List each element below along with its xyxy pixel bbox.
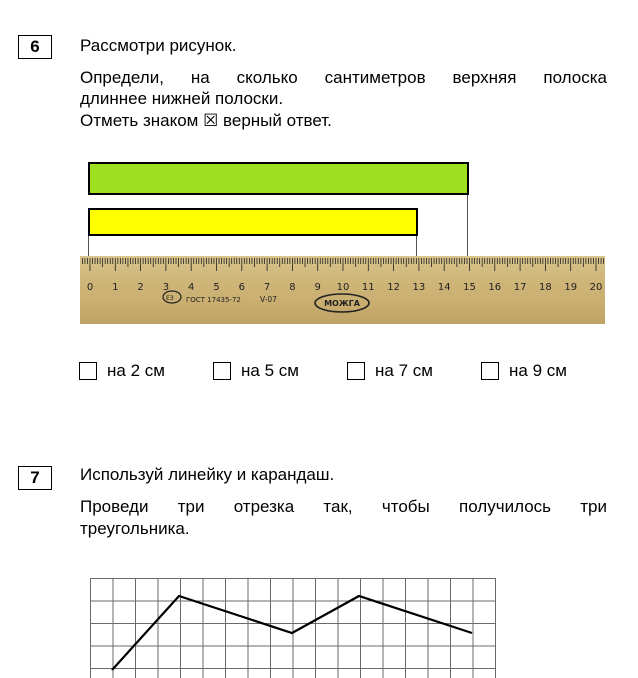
ruler-tick-label: 6 <box>238 282 245 293</box>
ruler <box>80 256 605 324</box>
task6-instruction-look: Рассмотри рисунок. <box>80 36 237 55</box>
ruler-tick-label: 3 <box>162 282 170 293</box>
task7-question-line1: Проведи три отрезка так, чтобы получилось три <box>80 497 607 516</box>
option-label: на 9 см <box>509 361 567 380</box>
task6-question-line2: длиннее нижней полоски. <box>80 89 284 108</box>
ruler-tick-label: 14 <box>437 282 451 293</box>
option-label: на 2 см <box>107 361 165 380</box>
option-label: на 5 см <box>241 361 299 380</box>
ruler-tick-label: 0 <box>86 282 94 293</box>
task7-instruction-tools: Используй линейку и карандаш. <box>80 465 335 484</box>
task7-question-line2: треугольника. <box>80 519 190 538</box>
ruler-tick-label: 4 <box>188 282 195 293</box>
ruler-logo <box>163 291 181 303</box>
task6-question-line1: Определи, на сколько сантиметров верхняя полоска <box>80 68 607 87</box>
drawing-grid[interactable] <box>90 578 500 678</box>
ruler-tick-label: 12 <box>387 282 400 293</box>
ruler-gost-text: ГОСТ 17435-72 <box>186 296 241 304</box>
ruler-tick-label: 7 <box>263 282 271 293</box>
ruler-tick-label: 19 <box>564 282 578 293</box>
bottom-strip-yellow <box>88 208 418 236</box>
ruler-tick-label: 13 <box>412 282 426 293</box>
task6-mark-instruction: Отметь знаком ☒ верный ответ. <box>80 111 332 130</box>
ruler-brand-text: МОЖГА <box>324 299 360 308</box>
ruler-tick-label: 9 <box>314 282 321 293</box>
ruler-scale <box>80 256 605 324</box>
ruler-tick-label: 18 <box>539 282 552 293</box>
svg-text:ЕЗ: ЕЗ <box>166 295 174 302</box>
ruler-tick-label: 2 <box>137 282 144 293</box>
ruler-tick-label: 10 <box>336 282 350 293</box>
answer-option-7cm[interactable] <box>347 359 433 383</box>
option-label: на 7 см <box>375 361 433 380</box>
ruler-tick-label: 16 <box>488 282 502 293</box>
checkbox[interactable] <box>213 362 231 380</box>
checkbox[interactable] <box>79 362 97 380</box>
zigzag-polyline <box>112 596 472 670</box>
ruler-tick-label: 8 <box>289 282 296 293</box>
task-number-7: 7 <box>18 466 52 490</box>
top-strip-end-guide <box>467 195 468 260</box>
checkbox[interactable] <box>347 362 365 380</box>
ruler-tick-label: 15 <box>463 282 476 293</box>
ruler-tick-label: 20 <box>589 282 603 293</box>
top-strip-green <box>88 162 469 195</box>
answer-option-2cm[interactable] <box>79 359 165 383</box>
checkbox[interactable] <box>481 362 499 380</box>
task-number-6: 6 <box>18 35 52 59</box>
ruler-tick-label: 1 <box>112 282 119 293</box>
ruler-tick-label: 11 <box>361 282 375 293</box>
answer-option-5cm[interactable] <box>213 359 299 383</box>
answer-option-9cm[interactable] <box>481 359 567 383</box>
ruler-tick-label: 5 <box>213 282 220 293</box>
ruler-brand-oval <box>315 294 369 312</box>
ruler-model-text: V-07 <box>260 295 277 304</box>
ruler-tick-label: 17 <box>513 282 527 293</box>
